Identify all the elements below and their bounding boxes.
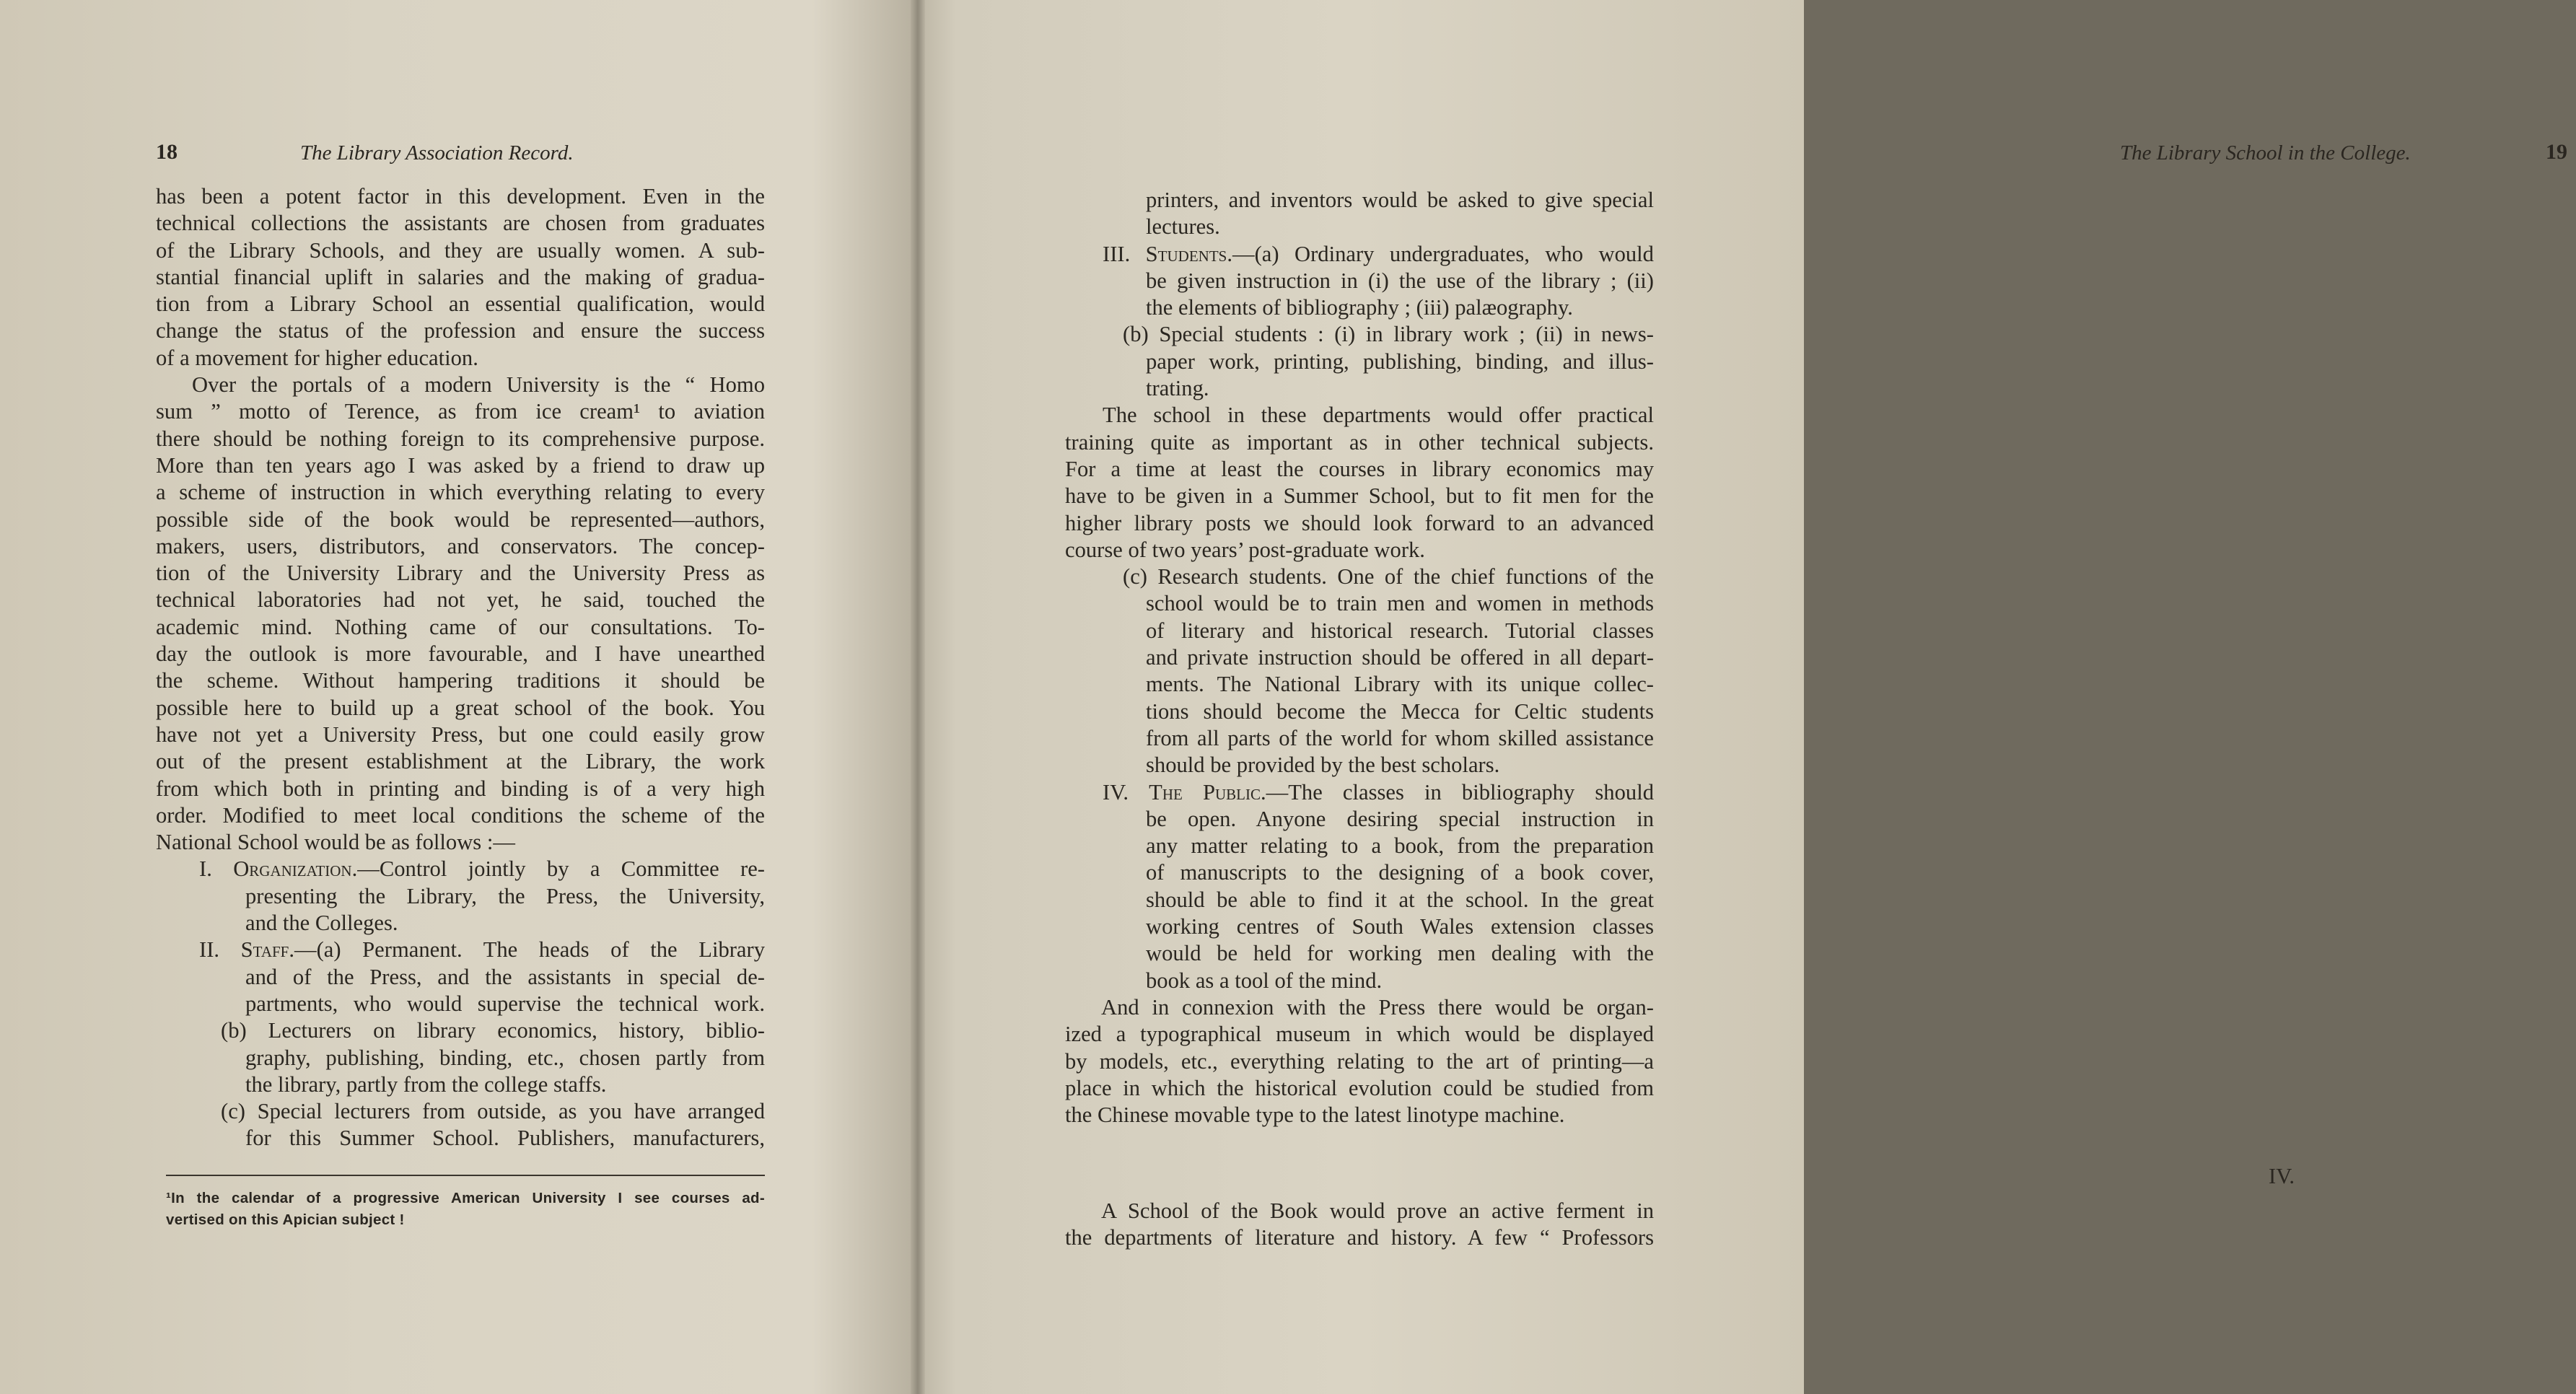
text-line: lectures. <box>1146 214 1220 240</box>
text-line: of a movement for higher education. <box>156 345 478 370</box>
left-running-head: The Library Association Record. <box>300 141 574 165</box>
text-line: graphy, publishing, binding, etc., chosen partly from <box>245 1045 765 1070</box>
text-line: for this Summer School. Publishers, manufacturers, <box>245 1126 765 1151</box>
text-line: there should be nothing foreign to its comprehensive purpose. <box>156 426 765 451</box>
text-line: by models, etc., everything relating to the art of printing—a <box>1065 1048 1654 1074</box>
text-line: school would be to train men and women in methods <box>1146 591 1654 616</box>
text-line: tion from a Library School an essential qualification, would <box>156 291 765 317</box>
text-line: from all parts of the world for whom skilled assistance <box>1146 725 1654 750</box>
footnote-rule <box>166 1175 765 1176</box>
left-body-text <box>156 183 765 1152</box>
text-line: academic mind. Nothing came of our consultations. To- <box>156 614 765 639</box>
right-page-number: 19 <box>2546 140 2567 164</box>
text-line: and private instruction should be offered in all depart- <box>1146 645 1654 670</box>
text-line: have to be given in a Summer School, but to fit men for the <box>1065 483 1654 509</box>
text-line: the departments of literature and history. A few “ Professors <box>1065 1225 1654 1250</box>
left-page <box>0 0 915 1394</box>
text-line: printers, and inventors would be asked to give special <box>1146 188 1654 212</box>
section-heading: IV. <box>2269 1164 2295 1188</box>
text-line: possible here to build up a great school of the book. You <box>156 695 765 720</box>
text-line: and of the Press, and the assistants in special de- <box>245 964 765 989</box>
text-line: place in which the historical evolution could be studied from <box>1065 1075 1654 1100</box>
text-line: ments. The National Library with its unique collec- <box>1146 672 1654 697</box>
text-line: (b) Special students : (i) in library work ; (ii) in news- <box>1123 322 1654 347</box>
text-line: should be able to find it at the school. In the great <box>1146 887 1654 912</box>
text-line: the elements of bibliography ; (iii) palæography. <box>1146 295 1573 320</box>
text-line: (c) Special lecturers from outside, as you have arranged <box>221 1099 765 1124</box>
text-line: change the status of the profession and ensure the success <box>156 318 765 343</box>
text-line: trating. <box>1146 376 1209 401</box>
text-line: partments, who would supervise the technical work. <box>245 991 765 1016</box>
text-line: technical laboratories had not yet, he said, touched the <box>156 587 765 613</box>
text-line: day the outlook is more favourable, and I have unearthed <box>156 641 765 667</box>
text-line: and the Colleges. <box>245 911 398 936</box>
text-line: order. Modified to meet local conditions the scheme of the <box>156 802 765 828</box>
text-line: III. Students.—(a) Ordinary undergraduates, who would <box>1103 241 1654 266</box>
text-line: be given instruction in (i) the use of the library ; (ii) <box>1146 268 1654 293</box>
right-page <box>922 0 2567 1394</box>
text-line: the scheme. Without hampering traditions it should be <box>156 668 765 693</box>
text-line: More than ten years ago I was asked by a friend to draw up <box>156 452 765 478</box>
text-line: of the Library Schools, and they are usually women. A sub- <box>156 237 765 263</box>
text-line: training quite as important as in other technical subjects. <box>1065 429 1654 455</box>
text-line: IV. The Public.—The classes in bibliography should <box>1103 779 1654 805</box>
text-line: National School would be as follows :— <box>156 830 515 855</box>
text-line: (b) Lecturers on library economics, history, biblio- <box>221 1018 765 1043</box>
text-line: The school in these departments would offer practical <box>1103 403 1654 428</box>
text-line: And in connexion with the Press there would be organ- <box>1101 994 1654 1020</box>
text-line: stantial financial uplift in salaries and the making of gradua- <box>156 264 765 289</box>
text-line: out of the present establishment at the Library, the work <box>156 749 765 774</box>
text-line: the Chinese movable type to the latest linotype machine. <box>1065 1103 1565 1128</box>
text-line: For a time at least the courses in library economics may <box>1065 456 1654 481</box>
text-line: ¹In the calendar of a progressive American University I see courses ad- <box>166 1190 765 1206</box>
left-page-number: 18 <box>156 140 178 164</box>
text-line: makers, users, distributors, and conservators. The concep- <box>156 533 765 558</box>
text-line: tions should become the Mecca for Celtic students <box>1146 698 1654 724</box>
text-line: ized a typographical museum in which would be displayed <box>1065 1022 1654 1047</box>
text-line: I. Organization.—Control jointly by a Committee re- <box>199 856 765 882</box>
section-body-text <box>1065 1198 1654 1252</box>
text-line: A School of the Book would prove an active ferment in <box>1101 1198 1654 1223</box>
text-line: possible side of the book would be represented—authors, <box>156 507 765 532</box>
text-line: have not yet a University Press, but one could easily grow <box>156 722 765 747</box>
text-line: working centres of South Wales extension classes <box>1146 914 1654 939</box>
text-line: tion of the University Library and the University Press as <box>156 561 765 586</box>
text-line: of literary and historical research. Tutorial classes <box>1146 618 1654 643</box>
text-line: the library, partly from the college staffs. <box>245 1071 607 1097</box>
text-line: paper work, printing, publishing, binding, and illus- <box>1146 348 1654 374</box>
text-line: should be provided by the best scholars. <box>1146 753 1500 778</box>
text-line: higher library posts we should look forward to an advanced <box>1065 510 1654 535</box>
text-line: II. Staff.—(a) Permanent. The heads of the Library <box>199 937 765 963</box>
text-line: has been a potent factor in this development. Even in the <box>156 184 765 209</box>
text-line: vertised on this Apician subject ! <box>166 1211 405 1228</box>
text-line: Over the portals of a modern University is the “ Homo <box>192 372 765 398</box>
text-line: (c) Research students. One of the chief functions of the <box>1123 564 1654 589</box>
text-line: be open. Anyone desiring special instruction in <box>1146 806 1654 831</box>
text-line: presenting the Library, the Press, the University, <box>245 883 765 908</box>
right-running-head: The Library School in the College. <box>2120 141 2411 165</box>
text-line: course of two years’ post-graduate work. <box>1065 537 1425 562</box>
text-line: any matter relating to a book, from the preparation <box>1146 833 1654 859</box>
right-body-text <box>1065 187 1654 1128</box>
footnote <box>166 1188 765 1231</box>
text-line: a scheme of instruction in which everything relating to every <box>156 480 765 505</box>
text-line: would be held for working men dealing with the <box>1146 941 1654 966</box>
text-line: of manuscripts to the designing of a book cover, <box>1146 860 1654 885</box>
text-line: from which both in printing and binding is of a very high <box>156 776 765 801</box>
text-line: technical collections the assistants are chosen from graduates <box>156 211 765 236</box>
text-line: book as a tool of the mind. <box>1146 968 1383 993</box>
text-line: sum ” motto of Terence, as from ice cream¹ to aviation <box>156 399 765 424</box>
